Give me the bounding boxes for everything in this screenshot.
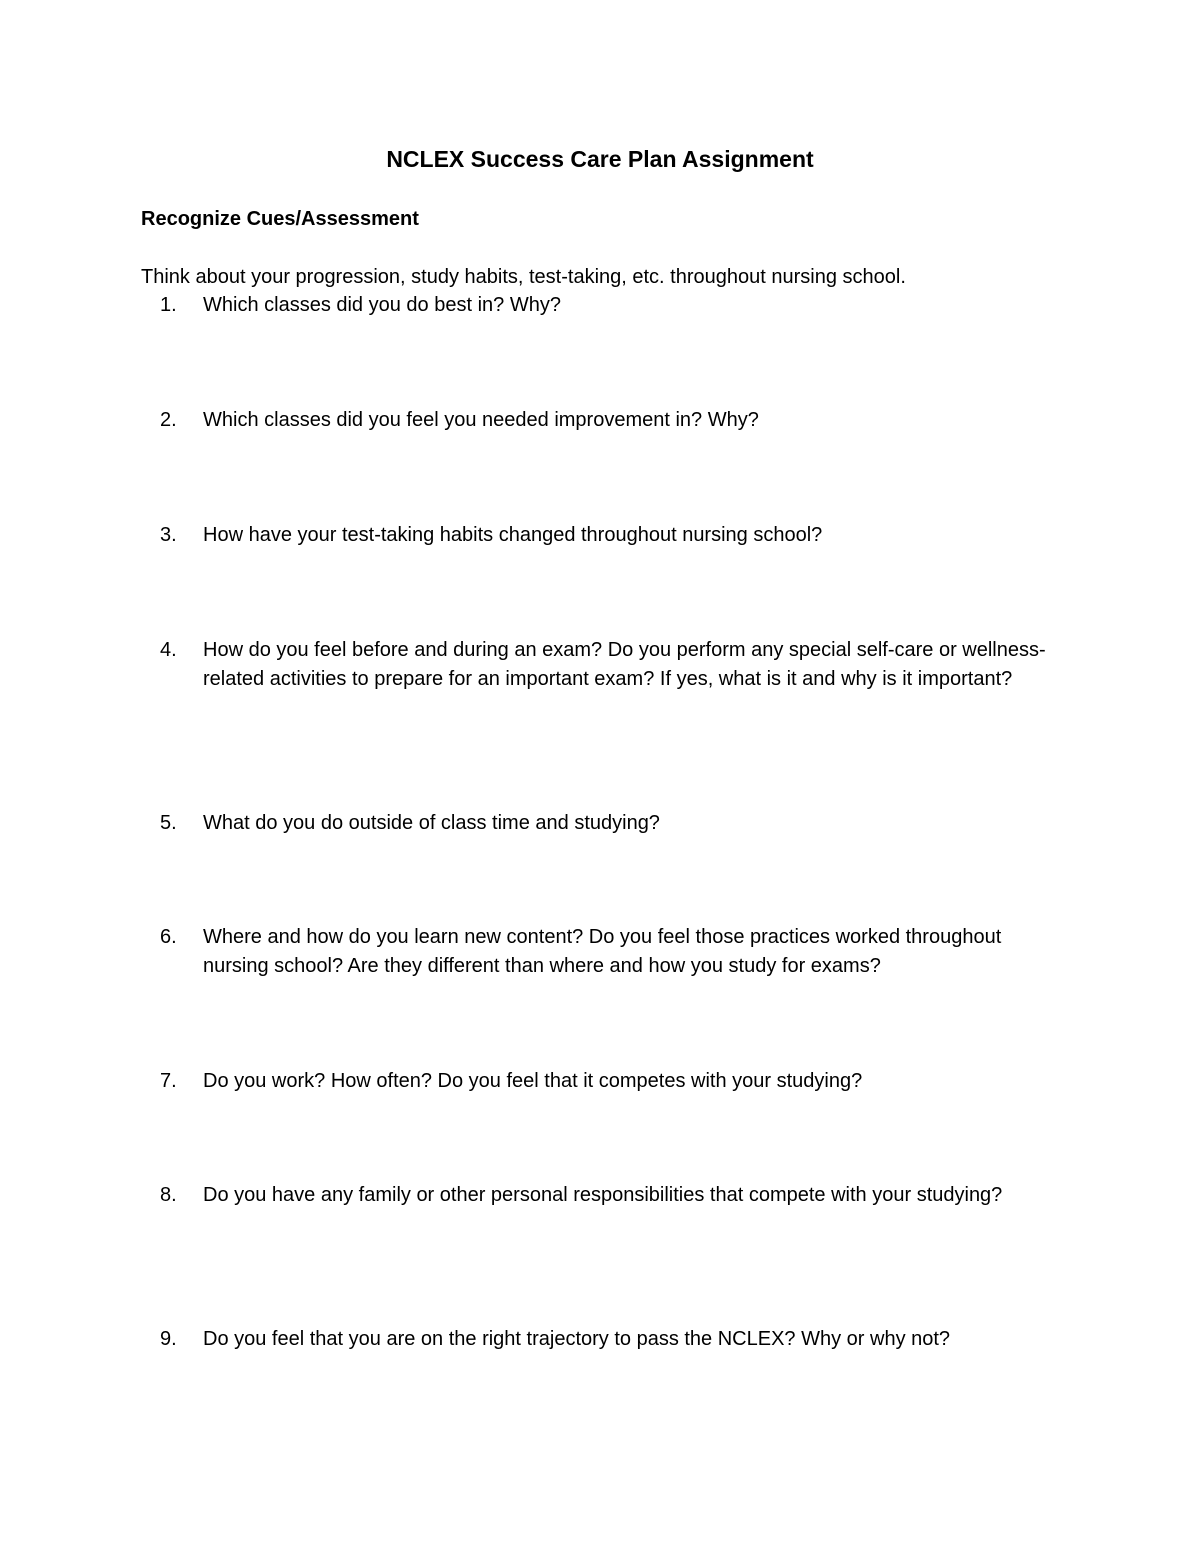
- question-text: Where and how do you learn new content? Do you feel those practices worked throughout nursing school? Are they different than where and how you study for exams?: [203, 926, 1002, 977]
- question-item: [160, 636, 1060, 693]
- intro-paragraph: Think about your progression, study habits, test-taking, etc. throughout nursing school.: [141, 266, 906, 288]
- question-text: How have your test-taking habits changed throughout nursing school?: [203, 524, 823, 546]
- question-text: How do you feel before and during an exam? Do you perform any special self-care or wellness-related activities to prepare for an important exam? If yes, what is it and why is it important?: [203, 639, 1046, 690]
- question-text: Which classes did you feel you needed improvement in? Why?: [203, 409, 759, 431]
- question-text: Which classes did you do best in? Why?: [203, 294, 561, 316]
- question-number: 6.: [160, 926, 177, 948]
- question-text: Do you have any family or other personal responsibilities that compete with your studying?: [203, 1184, 1003, 1206]
- question-item: [160, 521, 1060, 550]
- question-item: [160, 923, 1060, 980]
- question-number: 9.: [160, 1328, 177, 1350]
- question-item: [160, 1067, 1060, 1096]
- question-item: [160, 1325, 1060, 1354]
- question-text: What do you do outside of class time and studying?: [203, 812, 660, 834]
- question-item: [160, 291, 1060, 320]
- question-number: 5.: [160, 812, 177, 834]
- section-heading: Recognize Cues/Assessment: [141, 208, 419, 230]
- question-item: [160, 1181, 1060, 1210]
- question-number: 7.: [160, 1070, 177, 1092]
- page-title: NCLEX Success Care Plan Assignment: [386, 146, 814, 172]
- question-item: [160, 406, 1060, 435]
- question-number: 8.: [160, 1184, 177, 1206]
- question-number: 3.: [160, 524, 177, 546]
- question-number: 1.: [160, 294, 177, 316]
- question-item: [160, 809, 1060, 838]
- question-text: Do you work? How often? Do you feel that it competes with your studying?: [203, 1070, 863, 1092]
- question-number: 2.: [160, 409, 177, 431]
- question-number: 4.: [160, 639, 177, 661]
- question-text: Do you feel that you are on the right trajectory to pass the NCLEX? Why or why not?: [203, 1328, 951, 1350]
